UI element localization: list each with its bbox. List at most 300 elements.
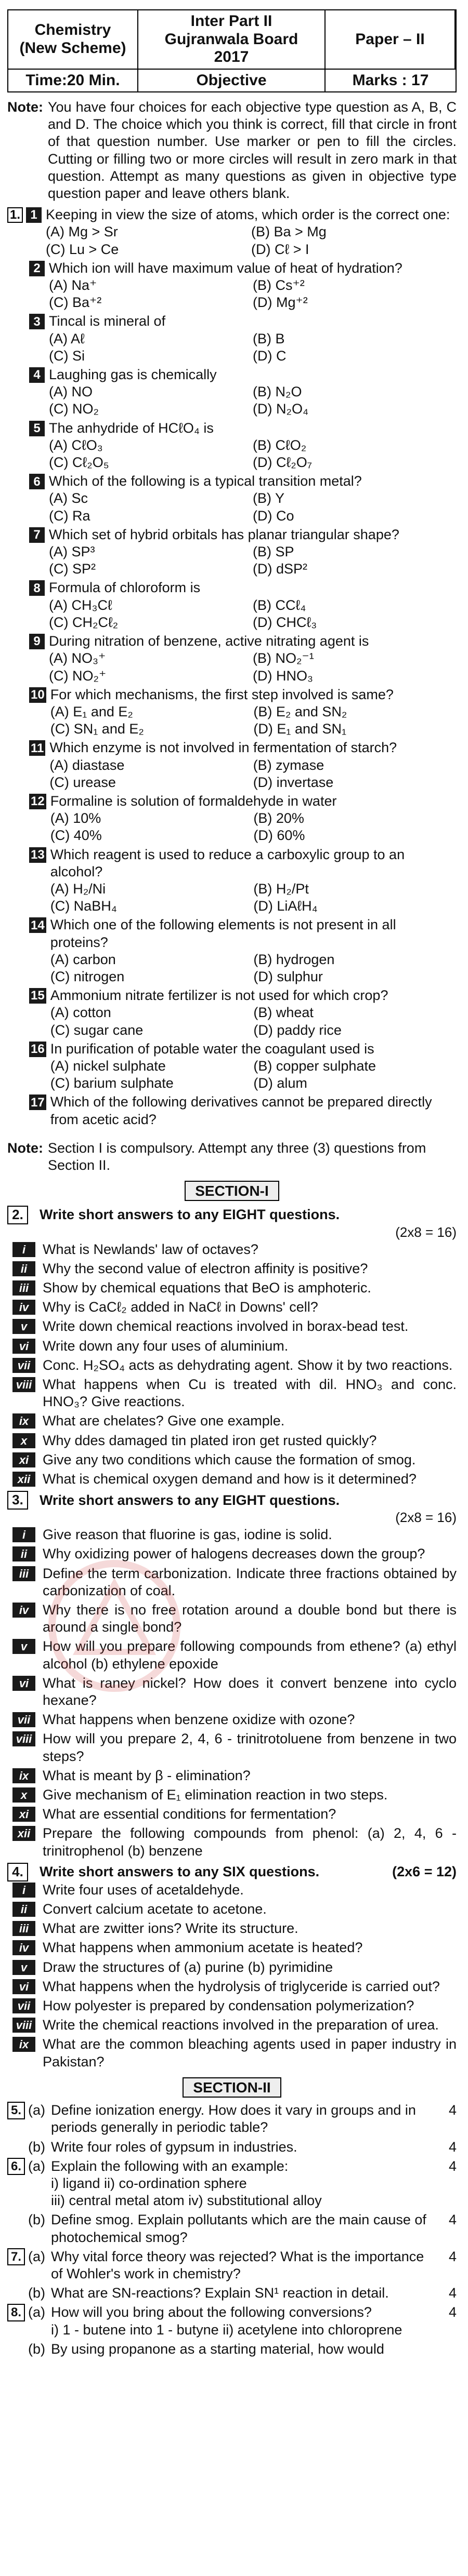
question-text: Tincal is mineral of (49, 313, 166, 329)
long-question (7, 2139, 457, 2156)
long-question-marks (436, 2192, 457, 2209)
short-question-part (12, 1786, 457, 1804)
long-question-line (51, 2341, 457, 2358)
answer-option: (D) alum (253, 1075, 307, 1091)
objective-question (29, 987, 457, 1039)
long-question-text: iii) central metal atom iv) substitutional alloy (51, 2193, 322, 2209)
short-question-part (12, 1432, 457, 1449)
question-text: Ammonium nitrate fertilizer is not used for which crop? (50, 987, 388, 1004)
short-question-part (12, 1260, 457, 1277)
short-question-part (12, 1241, 457, 1258)
part-text: What are essential conditions for fermentation? (43, 1806, 336, 1822)
part-text: What is Newlands' law of octaves? (43, 1241, 258, 1257)
question-body (50, 1040, 457, 1092)
answer-option: (B) CℓO₂ (253, 437, 307, 453)
long-question-body (51, 2139, 457, 2156)
answer-option: (A) diastase (49, 757, 125, 773)
answer-option: (D) sulphur (253, 968, 323, 984)
answer-option: (B) NO₂⁻¹ (253, 650, 314, 666)
question-text: Formaline is solution of formaldehyde in water (50, 793, 337, 809)
answer-option: (D) N₂O₄ (253, 401, 308, 417)
long-question-marks: 4 (448, 2212, 457, 2228)
question-number: 14 (29, 917, 46, 933)
part-number: i (12, 1527, 35, 1542)
short-question-part (12, 1901, 457, 1918)
question-number: 4. (7, 1863, 28, 1881)
question-number: 4 (29, 367, 45, 383)
question-4-header (7, 1863, 457, 1881)
question-marks: (2x6 = 12) (392, 1864, 457, 1880)
long-question-line (51, 2321, 457, 2339)
part-text: How will you prepare following compounds from ethene? (a) ethyl alcohol (b) ethylene epoxide (43, 1638, 457, 1672)
question-text: Keeping in view the size of atoms, which order is the correct one: (46, 207, 450, 223)
long-question-line (51, 2158, 457, 2175)
objective-question (29, 846, 457, 915)
objective-question (29, 526, 457, 578)
sub-question-label: (b) (28, 2285, 45, 2301)
question-instruction: Write short answers to any EIGHT questions. (40, 1207, 340, 1222)
question-number: 7 (29, 527, 45, 543)
question-number: 13 (29, 847, 46, 863)
sub-question-label: (a) (28, 2158, 45, 2174)
part-number: i (12, 1242, 35, 1257)
part-text: Define the term carbonization. Indicate three fractions obtained by carbonization of coal. (43, 1565, 457, 1598)
short-question-part (12, 1978, 457, 1995)
long-question-body (51, 2341, 457, 2358)
question-number: 1 (26, 207, 42, 223)
answer-option: (A) NO (49, 384, 93, 400)
long-question-marks: 4 (448, 2158, 457, 2174)
answer-options (50, 951, 457, 985)
part-text: What is meant by β - elimination? (43, 1767, 251, 1783)
note-label: Note: (7, 99, 43, 115)
answer-option: (C) Ra (49, 508, 90, 524)
short-question-part (12, 1711, 457, 1728)
part-number: vii (12, 1358, 35, 1373)
long-question-text: Define smog. Explain pollutants which are the main cause of photochemical smog? (51, 2212, 426, 2245)
part-text: What are chelates? Give one example. (43, 1413, 285, 1429)
part-number: v (12, 1319, 35, 1334)
section-1-title: SECTION-I (7, 1182, 457, 1200)
long-question-text: Explain the following with an example: (51, 2158, 289, 2174)
answer-options (49, 277, 457, 311)
answer-option: (C) NO₂ (49, 401, 99, 417)
sub-question-label: (b) (28, 2212, 45, 2228)
long-question-body (51, 2158, 457, 2210)
part-number: vii (12, 1998, 35, 2013)
question-body (49, 313, 457, 365)
part-text: Give reason that fluorine is gas, iodine is solid. (43, 1527, 332, 1543)
long-question-line (51, 2211, 457, 2246)
answer-options (50, 880, 457, 915)
question-number: 16 (29, 1042, 46, 1057)
answer-options (49, 650, 457, 684)
answer-option: (C) NaBH₄ (50, 898, 117, 914)
answer-option: (D) Cℓ₂O₇ (253, 455, 312, 471)
part-text: Conc. H₂SO₄ acts as dehydrating agent. Show it by two reactions. (43, 1357, 453, 1373)
short-question-part (12, 1279, 457, 1297)
long-question-line (51, 2304, 457, 2321)
answer-option: (B) copper sulphate (253, 1058, 376, 1074)
answer-option: (B) E₂ and SN₂ (253, 703, 347, 719)
short-question-part (12, 1299, 457, 1316)
part-text: What are the common bleaching agents used in paper industry in Pakistan? (43, 2036, 457, 2070)
answer-option: (B) Cs⁺² (253, 277, 305, 293)
answer-option: (C) sugar cane (50, 1022, 144, 1038)
part-text: Give mechanism of E₁ elimination reaction in two steps. (43, 1786, 388, 1803)
long-question (7, 2341, 457, 2358)
part-text: What is chemical oxygen demand and how is it determined? (43, 1471, 417, 1487)
question-text: For which mechanisms, the first step involved is same? (50, 686, 394, 702)
type-cell: Objective (138, 69, 326, 92)
short-question-part (12, 1806, 457, 1823)
long-questions (7, 2102, 457, 2358)
answer-option: (D) paddy rice (253, 1022, 342, 1038)
question-text: Laughing gas is chemically (49, 367, 217, 383)
question-number: 2. (7, 1206, 28, 1224)
answer-option: (A) E₁ and E₂ (50, 703, 133, 719)
answer-option: (B) N₂O (253, 384, 302, 400)
objective-question (29, 1093, 457, 1128)
question-4-parts (7, 1881, 457, 2071)
part-number: xi (12, 1452, 35, 1467)
exam-year: 2017 (214, 48, 249, 65)
question-text: During nitration of benzene, active nitrating agent is (49, 633, 369, 649)
answer-option: (D) C (253, 348, 287, 364)
question-body (46, 206, 457, 258)
answer-option: (A) cotton (50, 1005, 111, 1021)
question-text: The anhydride of HCℓO₄ is (49, 420, 214, 436)
answer-option: (D) LiAℓH₄ (253, 898, 318, 914)
answer-options (49, 757, 457, 791)
answer-option: (B) 20% (253, 810, 304, 826)
part-number: iv (12, 1300, 35, 1315)
question-number: 9 (29, 634, 45, 649)
question-text: Which set of hybrid orbitals has planar triangular shape? (49, 526, 399, 542)
watermark-logo (21, 1548, 208, 1704)
answer-option: (B) B (253, 330, 285, 346)
short-question-part (12, 1959, 457, 1976)
answer-option: (D) Mg⁺² (253, 295, 308, 311)
long-question-number: 7. (7, 2248, 25, 2266)
question-body (50, 987, 457, 1039)
paper-number: Paper – II (355, 30, 425, 48)
answer-option: (C) 40% (50, 827, 102, 844)
long-question-marks: 4 (448, 2102, 457, 2118)
part-number: x (12, 1433, 35, 1448)
subject-cell (8, 10, 138, 69)
part-number: vi (12, 1979, 35, 1994)
part-number: iv (12, 1603, 35, 1618)
answer-option: (D) invertase (253, 774, 334, 790)
long-question-line (51, 2285, 457, 2302)
answer-option: (D) E₁ and SN₁ (253, 721, 347, 737)
question-body (49, 739, 457, 791)
long-question (7, 2158, 457, 2210)
objective-questions (7, 206, 457, 1128)
part-number: xi (12, 1807, 35, 1822)
sub-question-label: (a) (28, 2102, 45, 2118)
answer-option: (B) SP (253, 544, 294, 560)
answer-options (49, 437, 457, 471)
long-question-line (51, 2102, 457, 2136)
short-question-part (12, 2036, 457, 2070)
question-number: 12 (29, 794, 46, 809)
answer-option: (B) zymase (253, 757, 324, 773)
section-note-label: Note: (7, 1140, 43, 1156)
objective-question (29, 420, 457, 472)
part-number: v (12, 1960, 35, 1975)
short-question-part (12, 1881, 457, 1899)
long-question-text: By using propanone as a starting material, how would (51, 2341, 384, 2357)
long-question-text: i) ligand ii) co-ordination sphere (51, 2175, 247, 2192)
objective-question (29, 473, 457, 525)
long-question-line (51, 2248, 457, 2283)
answer-option: (D) Co (253, 508, 294, 524)
part-text: Convert calcium acetate to acetone. (43, 1901, 267, 1917)
part-text: Why ddes damaged tin plated iron get rusted quickly? (43, 1432, 377, 1448)
answer-options (49, 543, 457, 578)
answer-options (50, 703, 457, 738)
answer-option: (A) Na⁺ (49, 277, 97, 293)
part-number: x (12, 1787, 35, 1803)
long-question-text: i) 1 - butene into 1 - butyne ii) acetylene into chloroprene (51, 2321, 402, 2338)
part-text: Show by chemical equations that BeO is amphoteric. (43, 1279, 371, 1296)
sub-question-label: (b) (28, 2341, 45, 2357)
part-number: ii (12, 1261, 35, 1276)
exam-cell (138, 10, 326, 69)
question-2-parts (7, 1241, 457, 1488)
question-body (50, 1093, 457, 1128)
short-question-part (12, 1730, 457, 1765)
question-number: 17 (29, 1095, 46, 1110)
question-body (50, 686, 457, 738)
short-question-part (12, 1767, 457, 1784)
part-number: v (12, 1639, 35, 1654)
long-question-text: Write four roles of gypsum in industries. (51, 2139, 297, 2155)
long-question-marks (436, 2321, 457, 2339)
answer-option: (A) nickel sulphate (50, 1058, 166, 1074)
question-body (49, 366, 457, 418)
short-question-part (12, 1357, 457, 1374)
part-number: ix (12, 2037, 35, 2052)
long-question (7, 2211, 457, 2246)
section-note-text: Section I is compulsory. Attempt any three (3) questions from Section II. (48, 1140, 426, 1173)
marks-cell: Marks : 17 (326, 69, 456, 92)
question-body (49, 579, 457, 631)
paper-header (7, 9, 457, 92)
part-number: vi (12, 1339, 35, 1354)
answer-option: (B) H₂/Pt (253, 880, 309, 897)
long-question-marks: 4 (448, 2285, 457, 2301)
short-question-part (12, 1997, 457, 2014)
long-question-text: What are SN-reactions? Explain SN¹ reaction in detail. (51, 2285, 389, 2301)
answer-option: (A) NO₃⁺ (49, 650, 106, 666)
part-number: iii (12, 1566, 35, 1581)
question-body (49, 260, 457, 312)
question-body (49, 633, 457, 685)
short-question-part (12, 1451, 457, 1469)
instructions-note (7, 99, 457, 202)
part-number: ii (12, 1902, 35, 1917)
part-number: viii (12, 1731, 35, 1746)
long-question-line (51, 2192, 457, 2209)
answer-option: (A) Mg > Sr (46, 224, 118, 240)
answer-option: (D) dSP² (253, 561, 308, 577)
answer-option: (C) SN₁ and E₂ (50, 721, 144, 737)
paper-cell (326, 10, 456, 69)
answer-option: (C) SP² (49, 561, 96, 577)
answer-option: (C) Si (49, 348, 85, 364)
question-3-header (7, 1491, 457, 1510)
part-number: iii (12, 1921, 35, 1936)
long-question-text: Define ionization energy. How does it vary in groups and in periods generally in periodic table? (51, 2102, 416, 2135)
long-question (7, 2102, 457, 2136)
part-number: ii (12, 1546, 35, 1561)
part-number: i (12, 1883, 35, 1898)
question-text: Which of the following derivatives cannot be prepared directly from acetic acid? (50, 1094, 432, 1127)
subject: Chemistry (34, 21, 111, 39)
answer-option: (A) 10% (50, 810, 101, 826)
long-question-marks: 4 (448, 2139, 457, 2155)
short-question-part (12, 1825, 457, 1859)
part-text: Prepare the following compounds from phenol: (a) 2, 4, 6 - trinitrophenol (b) benzene (43, 1825, 457, 1859)
short-question-part (12, 1939, 457, 1956)
part-text: Write down chemical reactions involved in borax-bead test. (43, 1318, 409, 1334)
question-number: 3. (7, 1491, 28, 1510)
part-number: viii (12, 2018, 35, 2033)
question-4 (7, 1863, 457, 2071)
question-text: In purification of potable water the coagulant used is (50, 1040, 374, 1057)
question-number: 10 (29, 687, 46, 703)
question-text: Formula of chloroform is (49, 580, 201, 596)
sub-question-label: (a) (28, 2248, 45, 2264)
objective-question (7, 206, 457, 258)
answer-option: (B) Y (253, 490, 285, 506)
part-text: What is raney nickel? How does it convert benzene into cyclo hexane? (43, 1675, 457, 1708)
answer-options (49, 490, 457, 524)
part-text: Why is CaCℓ₂ added in NaCℓ in Downs' cell? (43, 1299, 318, 1315)
answer-option: (B) Ba > Mg (251, 224, 327, 240)
long-question-marks: 4 (448, 2304, 457, 2320)
short-question-part (12, 1920, 457, 1937)
time-cell: Time:20 Min. (8, 69, 138, 92)
answer-option: (A) Aℓ (49, 330, 85, 346)
question-instruction: Write short answers to any SIX questions. (40, 1864, 320, 1880)
answer-option: (C) urease (49, 774, 116, 790)
objective-question (29, 916, 457, 985)
note-text: You have four choices for each objective type question as A, B, C and D. The choice which you think is correct, fill that circle in front of that question number. Use marker or pen to fill the circles. Cutting or filling two or more circles will result in zero mark in that question. Attempt as many questions as given in objective type question paper and leave others blank. (48, 99, 457, 202)
part-number: xii (12, 1826, 35, 1841)
answer-option: (A) CℓO₃ (49, 437, 103, 453)
answer-option: (A) SP³ (49, 544, 95, 560)
exam-name: Inter Part II (190, 12, 272, 30)
short-question-part (12, 1376, 457, 1410)
question-number: 5 (29, 421, 45, 436)
answer-option: (B) wheat (253, 1005, 314, 1021)
objective-question (29, 579, 457, 631)
long-question-marks (436, 2175, 457, 2192)
short-question-part (12, 1412, 457, 1430)
question-text: Which of the following is a typical transition metal? (49, 473, 362, 489)
answer-options (49, 597, 457, 631)
objective-question (29, 739, 457, 791)
part-text: What happens when Cu is treated with dil. HNO₃ and conc. HNO₃? Give reactions. (43, 1376, 457, 1410)
long-question-marks (436, 2341, 457, 2358)
question-body (50, 846, 457, 915)
answer-option: (D) Cℓ > I (251, 241, 309, 257)
part-number: ix (12, 1768, 35, 1783)
long-question-body (51, 2102, 457, 2136)
question-number: 8 (29, 580, 45, 596)
long-question-number: 6. (7, 2158, 25, 2175)
answer-options (46, 223, 457, 258)
answer-option: (A) CH₃Cℓ (49, 597, 112, 613)
answer-option: (B) hydrogen (253, 951, 335, 967)
answer-options (50, 1004, 457, 1038)
question-text: Which one of the following elements is not present in all proteins? (50, 917, 396, 950)
question-number: 15 (29, 988, 46, 1004)
short-question-part (12, 1526, 457, 1543)
question-number: 6 (29, 474, 45, 489)
long-question-body (51, 2248, 457, 2283)
long-question-number: 5. (7, 2102, 25, 2119)
question-instruction: Write short answers to any EIGHT questions. (40, 1492, 340, 1508)
part-text: How will you prepare 2, 4, 6 - trinitrotoluene from benzene in two steps? (43, 1731, 457, 1764)
question-number: 11 (29, 740, 45, 756)
part-text: What happens when the hydrolysis of triglyceride is carried out? (43, 1978, 440, 1994)
long-question-line (51, 2139, 457, 2156)
long-question-text: Why vital force theory was rejected? What is the importance of Wohler's work in chemistry? (51, 2248, 424, 2282)
objective-question (29, 633, 457, 685)
part-text: What happens when ammonium acetate is heated? (43, 1940, 363, 1956)
answer-option: (D) 60% (253, 827, 305, 844)
part-text: Why the second value of electron affinity is positive? (43, 1260, 368, 1276)
answer-option: (A) Sc (49, 490, 88, 506)
answer-option: (C) barium sulphate (50, 1075, 174, 1091)
question-text: Which ion will have maximum value of heat of hydration? (49, 260, 402, 276)
question-group-number: 1. (7, 207, 23, 223)
long-question-number: 8. (7, 2304, 25, 2321)
objective-question (29, 793, 457, 845)
part-number: ix (12, 1413, 35, 1429)
objective-question (29, 366, 457, 418)
question-marks: (2x8 = 16) (395, 1224, 457, 1240)
part-text: Why oxidizing power of halogens decreases down the group? (43, 1546, 425, 1562)
objective-question (29, 1040, 457, 1092)
answer-option: (D) CHCℓ₃ (253, 614, 317, 630)
answer-option: (B) CCℓ₄ (253, 597, 306, 613)
answer-option: (C) CH₂Cℓ₂ (49, 614, 119, 630)
answer-option: (C) Lu > Ce (46, 241, 119, 257)
objective-question (29, 313, 457, 365)
question-body (49, 526, 457, 578)
part-text: Write down any four uses of aluminium. (43, 1338, 289, 1354)
objective-question (29, 686, 457, 738)
part-number: viii (12, 1377, 35, 1392)
short-question-part (12, 2017, 457, 2034)
question-marks: (2x8 = 16) (395, 1510, 457, 1526)
question-2-header (7, 1206, 457, 1224)
scheme: (New Scheme) (19, 39, 126, 57)
part-number: iii (12, 1280, 35, 1296)
part-text: What happens when benzene oxidize with ozone? (43, 1712, 355, 1728)
answer-option: (C) NO₂⁺ (49, 668, 107, 684)
short-question-part (12, 1471, 457, 1488)
answer-options (50, 1058, 457, 1092)
objective-question (29, 260, 457, 312)
long-question-body (51, 2285, 457, 2302)
